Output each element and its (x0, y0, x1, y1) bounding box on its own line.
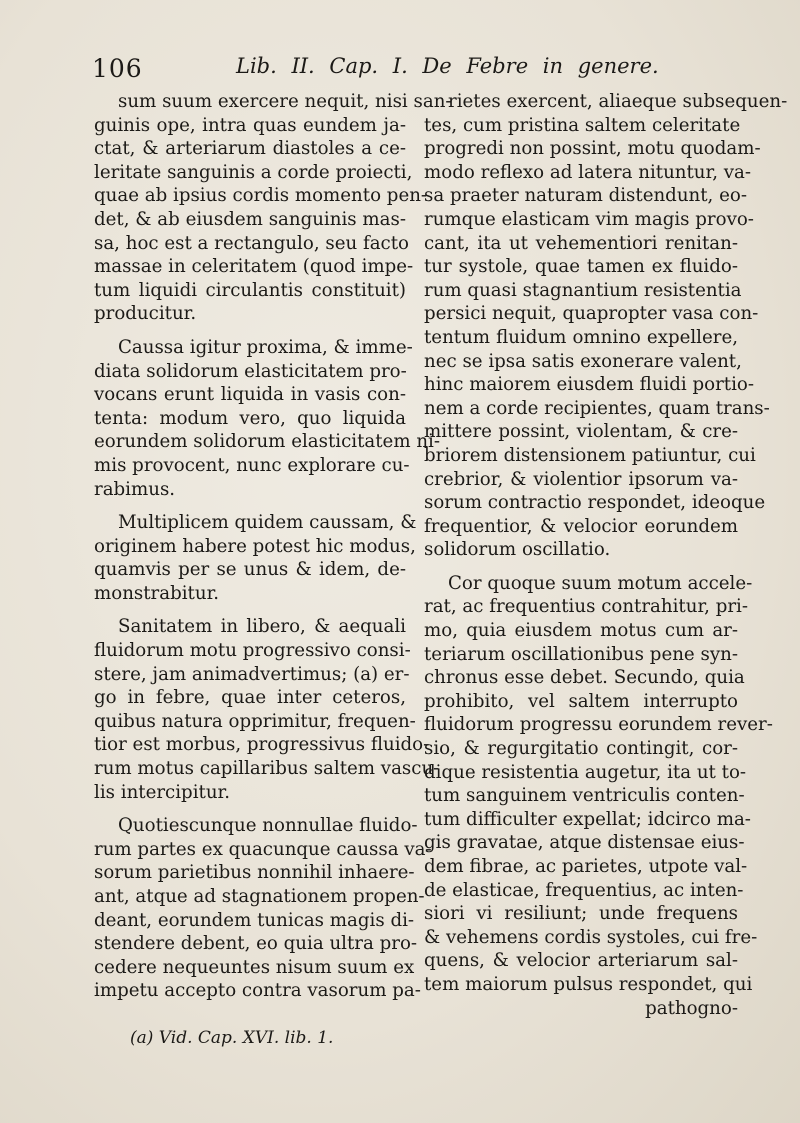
text-line: deant, eorundem tunicas magis di- (94, 909, 415, 931)
text-line: Multiplicem quidem caussam, & (118, 512, 417, 534)
text-line: rum partes ex quacunque caussa va- (94, 838, 432, 860)
text-line: impetu accepto contra vasorum pa- (94, 980, 421, 1002)
text-line: fluidorum progressu eorundem rever- (424, 714, 773, 736)
text-line: Caussa igitur proxima, & imme- (118, 336, 413, 358)
text-line: rat, ac frequentius contrahitur, pri- (424, 596, 748, 618)
text-line: go in febre, quae inter ceteros, (94, 687, 406, 709)
paragraph (424, 572, 773, 997)
text-line: producitur. (94, 303, 197, 325)
text-line: quae ab ipsius cordis momento pen- (94, 185, 428, 207)
text-line: tur systole, quae tamen ex fluido- (424, 256, 738, 278)
text-line: & vehemens cordis systoles, cui fre- (424, 926, 758, 948)
text-line: teriarum oscillationibus pene syn- (424, 643, 738, 665)
text-line: dem fibrae, ac parietes, utpote val- (424, 856, 748, 877)
text-line: ant, atque ad stagnationem propen- (94, 886, 425, 907)
text-line: siori vi resiliunt; unde frequens (424, 903, 738, 925)
text-line: Cor quoque suum motum accele- (448, 572, 753, 594)
text-line: tentum fluidum omnino expellere, (424, 326, 738, 348)
paragraph (94, 90, 452, 326)
text-line: quamvis per se unus & idem, de- (94, 559, 406, 581)
text-line: Quotiescunque nonnullae fluido- (118, 815, 418, 837)
text-line: tum liquidi circulantis constituit) (94, 279, 406, 301)
text-line: fluidorum motu progressivo consi- (94, 640, 411, 662)
running-title: Lib. II. Cap. I. De Febre in genere. (236, 54, 659, 78)
catchword: pathogno- (645, 997, 738, 1019)
text-line: rum motus capillaribus saltem vascu- (94, 758, 440, 780)
text-line: hinc maiorem eiusdem fluidi portio- (424, 374, 755, 396)
text-line: rum quasi stagnantium resistentia (424, 279, 742, 301)
text-line: quens, & velocior arteriarum sal- (424, 950, 738, 972)
text-line: cedere nequeuntes nisum suum ex (94, 956, 415, 978)
text-line: chronus esse debet. Secundo, quia (424, 667, 745, 689)
text-line: quibus natura opprimitur, frequen- (94, 710, 416, 732)
text-line: rumque elasticam vim magis provo- (424, 208, 754, 230)
text-line: cant, ita ut vehementiori renitan- (424, 232, 738, 254)
text-line: rabimus. (94, 478, 176, 500)
text-line: tenta: modum vero, quo liquida (94, 407, 406, 429)
text-line: modo reflexo ad latera nituntur, va- (424, 161, 752, 183)
text-line: nem a corde recipientes, quam trans- (424, 397, 770, 419)
text-line: nec se ipsa satis exonerare valent, (424, 350, 742, 372)
text-line: guinis ope, intra quas eundem ja- (94, 114, 406, 136)
text-line: det, & ab eiusdem sanguinis mas- (94, 208, 406, 230)
text-line: diata solidorum elasticitatem pro- (94, 360, 407, 382)
paragraph (94, 336, 441, 501)
text-line: originem habere potest hic modus, (94, 535, 416, 557)
text-line: progredi non possint, motu quodam- (424, 138, 761, 160)
footnote: (a) Vid. Cap. XVI. lib. 1. (130, 1028, 334, 1048)
text-line: tum sanguinem ventriculis conten- (424, 785, 745, 807)
text-line: sorum contractio respondet, ideoque (424, 492, 766, 514)
text-line: sum suum exercere nequit, nisi san- (118, 91, 452, 112)
text-line: tum difficulter expellat; idcirco ma- (424, 808, 751, 830)
text-line: ctat, & arteriarum diastoles a ce- (94, 138, 406, 160)
page-header (0, 50, 800, 86)
text-line: de elasticae, frequentius, ac inten- (424, 879, 744, 901)
text-line: tem maiorum pulsus respondet, qui (424, 973, 753, 995)
text-line: sa praeter naturam distendunt, eo- (424, 185, 747, 207)
text-line: sio, & regurgitatio contingit, cor- (424, 738, 738, 760)
paragraph (424, 90, 788, 562)
text-line: solidorum oscillatio. (424, 539, 611, 561)
text-line: crebrior, & violentior ipsorum va- (424, 468, 738, 490)
text-line: eorundem solidorum elasticitatem ni- (94, 431, 441, 453)
page-number: 106 (92, 54, 143, 83)
text-line: dique resistentia augetur, ita ut to- (424, 761, 747, 783)
text-line: mis provocent, nunc explorare cu- (94, 454, 410, 476)
right-column (424, 90, 788, 1020)
paragraph (94, 615, 440, 804)
text-line: sorum parietibus nonnihil inhaere- (94, 862, 415, 884)
text-line: massae in celeritatem (quod impe- (94, 256, 414, 278)
text-line: leritate sanguinis a corde proiecti, (94, 161, 413, 183)
text-line: mittere possint, violentam, & cre- (424, 421, 738, 443)
text-line: vocans erunt liquida in vasis con- (94, 384, 406, 406)
text-line: tes, cum pristina saltem celeritate (424, 114, 741, 136)
text-line: lis intercipitur. (94, 781, 231, 803)
text-line: gis gravatae, atque distensae eius- (424, 832, 745, 854)
paragraph (94, 511, 417, 605)
left-column (94, 90, 452, 1003)
paragraph (94, 814, 432, 1003)
text-line: rietes exercent, aliaeque subsequen- (448, 91, 788, 112)
text-line: Sanitatem in libero, & aequali (118, 616, 406, 638)
text-line: briorem distensionem patiuntur, cui (424, 444, 756, 466)
text-line: tior est morbus, progressivus fluido- (94, 734, 430, 756)
text-line: stendere debent, eo quia ultra pro- (94, 933, 418, 955)
text-line: stere, jam animadvertimus; (a) er- (94, 663, 410, 685)
text-line: mo, quia eiusdem motus cum ar- (424, 620, 738, 642)
text-line: monstrabitur. (94, 582, 220, 604)
text-line: persici nequit, quapropter vasa con- (424, 303, 759, 325)
text-line: prohibito, vel saltem interrupto (424, 690, 738, 712)
text-line: sa, hoc est a rectangulo, seu facto (94, 232, 409, 254)
text-line: frequentior, & velocior eorundem (424, 515, 738, 537)
